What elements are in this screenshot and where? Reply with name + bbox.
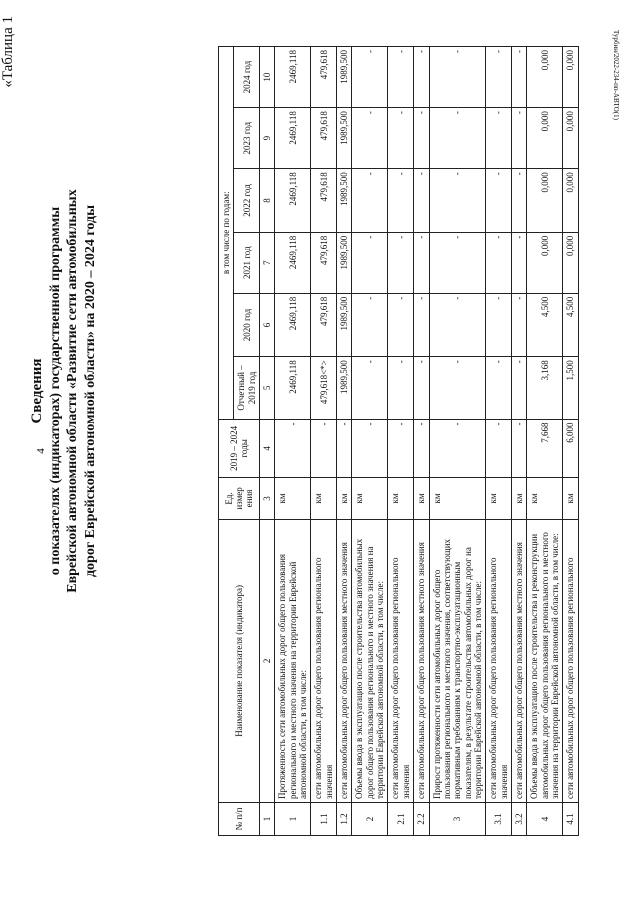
indicators-table: [218, 46, 579, 836]
unit-cell: км: [527, 478, 563, 520]
indicator-name-cell: сети автомобильных дорог общего пользования местного значения: [511, 519, 526, 802]
table-row: [275, 47, 311, 836]
table-row: [311, 47, 337, 836]
year-value-cell: 2469,118: [275, 293, 311, 357]
year-value-cell: 2469,118: [275, 108, 311, 169]
row-number-cell: 1.1: [311, 803, 337, 836]
report-year-cell: -: [414, 357, 429, 419]
year-value-cell: -: [511, 108, 526, 169]
column-number-row: [260, 47, 275, 836]
total-cell: -: [388, 419, 414, 478]
document-tag: Турбин/2022-234-пп-АВТО(1): [612, 30, 620, 120]
indicator-name-cell: сети автомобильных дорог общего пользования регионального значения: [311, 519, 337, 802]
total-cell: -: [511, 419, 526, 478]
year-value-cell: -: [429, 232, 486, 293]
report-year-cell: -: [511, 357, 526, 419]
column-number-cell: 10: [260, 47, 275, 108]
header-year: 2020 год: [234, 293, 260, 357]
table-label: «Таблица 1: [0, 16, 16, 88]
year-value-cell: 0,000: [563, 47, 578, 108]
report-year-cell: -: [388, 357, 414, 419]
report-year-cell: -: [429, 357, 486, 419]
heading-line: о показателях (индикаторах) государственной программы: [47, 206, 63, 576]
table-row: [388, 47, 414, 836]
column-number-cell: 2: [260, 519, 275, 802]
unit-cell: км: [429, 478, 486, 520]
year-value-cell: 2469,118: [275, 232, 311, 293]
header-col-report: Отчетный – 2019 год: [234, 357, 260, 419]
year-value-cell: -: [414, 108, 429, 169]
header-col-name: Наименование показателя (индикатора): [219, 519, 260, 802]
column-number-cell: 8: [260, 169, 275, 233]
year-value-cell: -: [486, 169, 512, 233]
year-value-cell: -: [388, 169, 414, 233]
year-value-cell: -: [511, 169, 526, 233]
year-value-cell: 0,000: [527, 108, 563, 169]
year-value-cell: 1989,500: [337, 293, 352, 357]
year-value-cell: 0,000: [527, 47, 563, 108]
total-cell: -: [311, 419, 337, 478]
unit-cell: км: [352, 478, 388, 520]
page-number: 4: [34, 448, 47, 454]
year-value-cell: 1989,500: [337, 232, 352, 293]
year-value-cell: -: [388, 232, 414, 293]
year-value-cell: -: [486, 108, 512, 169]
heading-line: Еврейской автономной области «Развитие сети автомобильных: [65, 189, 81, 593]
row-number-cell: 2: [352, 803, 388, 836]
report-year-cell: -: [486, 357, 512, 419]
indicator-name-cell: Протяженность сети автомобильных дорог общего пользования регионального и местного значения на территории Еврейской автономной области, в том числе:: [275, 519, 311, 802]
year-value-cell: 0,000: [563, 108, 578, 169]
table-header-row: [219, 47, 234, 836]
total-cell: -: [429, 419, 486, 478]
report-year-cell: 1,500: [563, 357, 578, 419]
header-year: 2021 год: [234, 232, 260, 293]
unit-cell: км: [486, 478, 512, 520]
row-number-cell: 2.2: [414, 803, 429, 836]
row-number-cell: 4.1: [563, 803, 578, 836]
year-value-cell: -: [511, 232, 526, 293]
table-row: [486, 47, 512, 836]
header-col-unit: Ед. измер ения: [219, 478, 260, 520]
year-value-cell: 2469,118: [275, 47, 311, 108]
year-value-cell: -: [486, 47, 512, 108]
year-value-cell: -: [429, 169, 486, 233]
indicator-name-cell: сети автомобильных дорог общего пользования регионального значения: [388, 519, 414, 802]
year-value-cell: -: [388, 47, 414, 108]
indicator-name-cell: сети автомобильных дорог общего пользования местного значения: [414, 519, 429, 802]
row-number-cell: 1: [275, 803, 311, 836]
year-value-cell: 0,000: [563, 232, 578, 293]
header-year: 2024 год: [234, 47, 260, 108]
year-value-cell: 479,618: [311, 108, 337, 169]
column-number-cell: 1: [260, 803, 275, 836]
year-value-cell: 4,500: [527, 293, 563, 357]
year-value-cell: 2469,118: [275, 169, 311, 233]
column-number-cell: 6: [260, 293, 275, 357]
total-cell: -: [352, 419, 388, 478]
total-cell: 6,000: [563, 419, 578, 478]
table-row: [563, 47, 578, 836]
unit-cell: км: [388, 478, 414, 520]
unit-cell: км: [414, 478, 429, 520]
year-value-cell: -: [429, 108, 486, 169]
heading-line: дорог Еврейской автономной области» на 2020 – 2024 годы: [82, 204, 98, 578]
document-heading: [28, 131, 99, 651]
year-value-cell: 0,000: [563, 169, 578, 233]
year-value-cell: -: [414, 293, 429, 357]
year-value-cell: 1989,500: [337, 169, 352, 233]
row-number-cell: 3.1: [486, 803, 512, 836]
year-value-cell: 0,000: [527, 232, 563, 293]
column-number-cell: 9: [260, 108, 275, 169]
year-value-cell: -: [414, 232, 429, 293]
year-value-cell: -: [486, 293, 512, 357]
indicator-name-cell: сети автомобильных дорог общего пользования регионального: [563, 519, 578, 802]
year-value-cell: -: [414, 47, 429, 108]
column-number-cell: 5: [260, 357, 275, 419]
column-number-cell: 3: [260, 478, 275, 520]
row-number-cell: 3: [429, 803, 486, 836]
table-row: [511, 47, 526, 836]
header-col-total: 2019 – 2024 годы: [219, 419, 260, 478]
year-value-cell: 479,618: [311, 47, 337, 108]
unit-cell: км: [511, 478, 526, 520]
heading-title: Сведения: [29, 358, 45, 424]
indicator-name-cell: сети автомобильных дорог общего пользования местного значения: [337, 519, 352, 802]
table-row: [414, 47, 429, 836]
year-value-cell: -: [352, 293, 388, 357]
report-year-cell: 2469,118: [275, 357, 311, 419]
report-year-cell: 3,168: [527, 357, 563, 419]
table-row: [337, 47, 352, 836]
report-year-cell: 479,618<*>: [311, 357, 337, 419]
report-year-cell: -: [352, 357, 388, 419]
year-value-cell: -: [388, 108, 414, 169]
header-years-group: в том числе по годам:: [219, 47, 234, 420]
table-row: [429, 47, 486, 836]
header-year: 2023 год: [234, 108, 260, 169]
table-body: [275, 47, 578, 836]
year-value-cell: 0,000: [527, 169, 563, 233]
year-value-cell: 479,618: [311, 232, 337, 293]
total-cell: -: [275, 419, 311, 478]
year-value-cell: -: [352, 232, 388, 293]
table-row: [352, 47, 388, 836]
unit-cell: км: [311, 478, 337, 520]
row-number-cell: 4: [527, 803, 563, 836]
total-cell: -: [486, 419, 512, 478]
indicator-name-cell: сети автомобильных дорог общего пользования регионального значения: [486, 519, 512, 802]
header-year: 2022 год: [234, 169, 260, 233]
year-value-cell: -: [511, 47, 526, 108]
year-value-cell: 1989,500: [337, 108, 352, 169]
total-cell: 7,668: [527, 419, 563, 478]
indicator-name-cell: Объемы ввода в эксплуатацию после строительства и реконструкции автомобильных дорог общего пользования регионального и местного значения на территории Еврейской автономной области, в том числе:: [527, 519, 563, 802]
header-col-num: № п/п: [219, 803, 260, 836]
unit-cell: км: [337, 478, 352, 520]
column-number-cell: 4: [260, 419, 275, 478]
report-year-cell: 1989,500: [337, 357, 352, 419]
indicator-name-cell: Объемы ввода в эксплуатацию после строительства автомобильных дорог общего пользования регионального и местного значения на территории Еврейской автономной области, в том числе:: [352, 519, 388, 802]
total-cell: -: [337, 419, 352, 478]
year-value-cell: 1989,500: [337, 47, 352, 108]
total-cell: -: [414, 419, 429, 478]
year-value-cell: 479,618: [311, 169, 337, 233]
year-value-cell: -: [388, 293, 414, 357]
year-value-cell: -: [352, 47, 388, 108]
row-number-cell: 1.2: [337, 803, 352, 836]
row-number-cell: 3.2: [511, 803, 526, 836]
column-number-cell: 7: [260, 232, 275, 293]
table-row: [527, 47, 563, 836]
year-value-cell: -: [352, 108, 388, 169]
year-value-cell: -: [511, 293, 526, 357]
unit-cell: км: [563, 478, 578, 520]
indicator-name-cell: Прирост протяженности сети автомобильных дорог общего пользования регионального и местного значения, соответствующих нормативным требованиям к транспортно-эксплуатационным показателям, в результате строительства автомобильных дорог на территории Еврейской автономной области, в том числе:: [429, 519, 486, 802]
year-value-cell: -: [414, 169, 429, 233]
year-value-cell: -: [429, 293, 486, 357]
year-value-cell: 4,500: [563, 293, 578, 357]
year-value-cell: 479,618: [311, 293, 337, 357]
year-value-cell: -: [486, 232, 512, 293]
year-value-cell: -: [352, 169, 388, 233]
year-value-cell: -: [429, 47, 486, 108]
row-number-cell: 2.1: [388, 803, 414, 836]
unit-cell: км: [275, 478, 311, 520]
